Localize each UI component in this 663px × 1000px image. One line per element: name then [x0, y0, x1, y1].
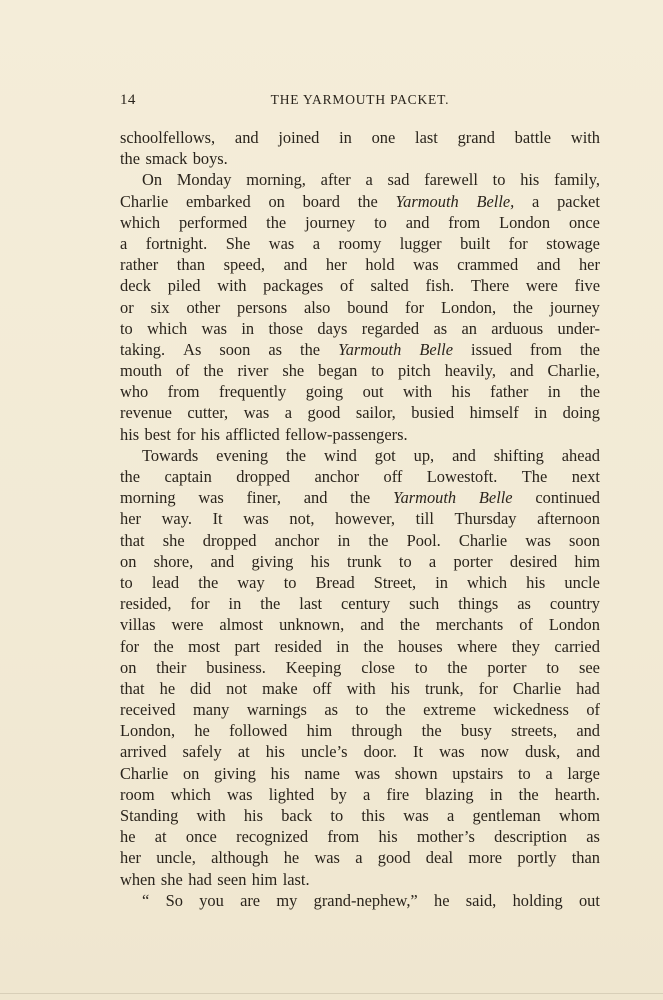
text-line: revenue cutter, was a good sailor, busied himself in doing [120, 403, 600, 423]
text-line: her uncle, although he was a good deal more portly than [120, 848, 600, 868]
text-line: received many warnings as to the extreme wickedness of [120, 700, 600, 720]
text-line: Charlie on giving his name was shown upstairs to a large [120, 763, 600, 783]
text-line: resided, for in the last century such things as country [120, 594, 600, 614]
text-line: arrived safely at his uncle’s door. It was now dusk, and [120, 742, 600, 762]
text-line: or six other persons also bound for London, the journey [120, 297, 600, 317]
text-line: morning was finer, and the Yarmouth Belle continued [120, 488, 600, 508]
text-line: the captain dropped anchor off Lowestoft. The next [120, 467, 600, 486]
text-line: London, he followed him through the busy streets, and [120, 721, 600, 741]
text-line: when she had seen him last. [120, 869, 310, 889]
text-line: that she dropped anchor in the Pool. Charlie was soon [120, 530, 600, 550]
text-line: mouth of the river she began to pitch heavily, and Charlie, [120, 361, 600, 381]
text-line: the smack boys. [120, 149, 228, 169]
text-line: on their business. Keeping close to the porter to see [120, 657, 600, 677]
text-line: which performed the journey to and from London once [120, 212, 600, 232]
text-line: to lead the way to Bread Street, in which his uncle [120, 572, 600, 592]
text-line: Charlie embarked on board the Yarmouth Belle, a packet [120, 191, 600, 211]
text-line: schoolfellows, and joined in one last grand battle with [120, 128, 600, 147]
text-line: his best for his afflicted fellow-passengers. [120, 424, 408, 444]
running-title: THE YARMOUTH PACKET. [270, 92, 450, 107]
text-line: for the most part resided in the houses where they carried [120, 636, 600, 656]
text-line: who from frequently going out with his father in the [120, 382, 600, 402]
text-line: Towards evening the wind got up, and shifting ahead [142, 445, 600, 465]
text-line: a fortnight. She was a roomy lugger built for stowage [120, 233, 600, 253]
text-line: he at once recognized from his mother’s description as [120, 827, 600, 847]
text-line: room which was lighted by a fire blazing in the hearth. [120, 784, 600, 804]
page-edge-rule [0, 993, 663, 994]
text-line: rather than speed, and her hold was crammed and her [120, 255, 600, 275]
page-header [120, 92, 600, 116]
text-line: Standing with his back to this was a gentleman whom [120, 806, 600, 825]
text-line: “ So you are my grand-nephew,” he said, holding out [142, 890, 600, 910]
page-number: 14 [120, 92, 136, 108]
text-line: that he did not make off with his trunk, for Charlie had [120, 678, 600, 698]
text-line: villas were almost unknown, and the merchants of London [120, 615, 600, 635]
text-line: taking. As soon as the Yarmouth Belle issued from the [120, 339, 600, 359]
text-line: to which was in those days regarded as an arduous under- [120, 318, 600, 338]
body-text [120, 127, 600, 911]
text-line: On Monday morning, after a sad farewell to his family, [142, 170, 600, 190]
text-line: deck piled with packages of salted fish. There were five [120, 276, 600, 296]
text-line: her way. It was not, however, till Thursday afternoon [120, 509, 600, 529]
text-line: on shore, and giving his trunk to a porter desired him [120, 551, 600, 571]
